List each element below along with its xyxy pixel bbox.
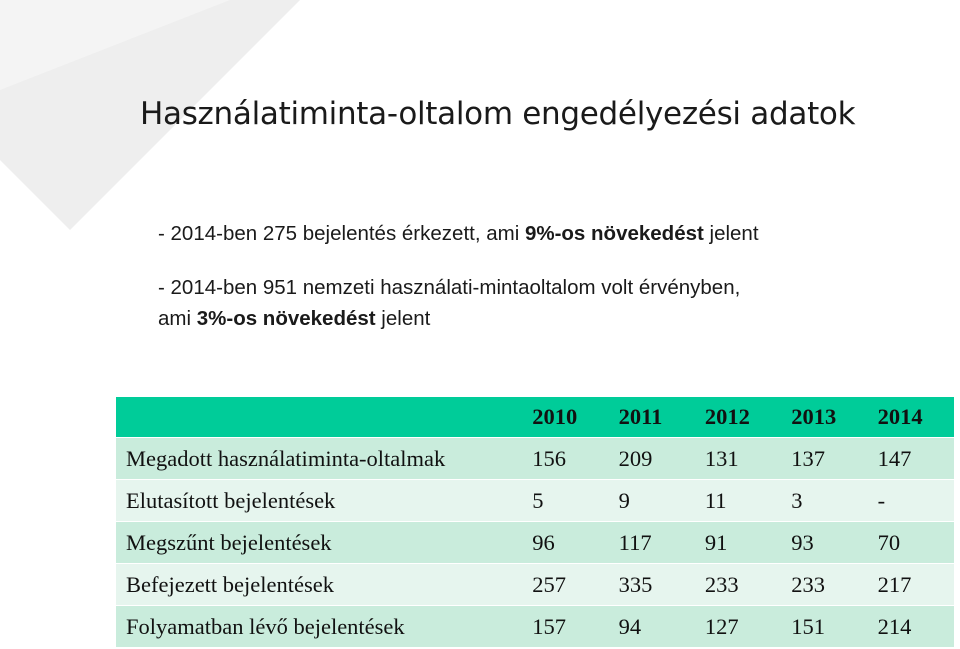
table-cell: 93 [781,522,867,564]
table-cell: 151 [781,606,867,648]
table-cell: 91 [695,522,781,564]
table-row [116,480,954,522]
year-header: 2014 [868,397,954,438]
bullet-text: - 2014-ben 275 bejelentés érkezett, ami [158,222,525,245]
table-cell: 217 [868,564,954,606]
table-cell: - [868,480,954,522]
table-cell: 127 [695,606,781,648]
table-cell: 9 [609,480,695,522]
bullet-text: - 2014-ben 951 nemzeti használati-mintaoltalom volt érvényben, [158,276,741,299]
table-cell: 70 [868,522,954,564]
row-label: Elutasított bejelentések [116,480,522,522]
table-cell: 5 [522,480,608,522]
bullet-item [158,218,938,249]
year-header: 2012 [695,397,781,438]
table-header-row [116,397,954,438]
bullet-text: jelent [375,307,431,330]
table-cell: 3 [781,480,867,522]
table-cell: 233 [695,564,781,606]
statistics-table [116,397,954,648]
table-cell: 147 [868,438,954,480]
table-cell: 233 [781,564,867,606]
bullet-emphasis: 3%-os növekedést [196,307,376,330]
row-label: Folyamatban lévő bejelentések [116,606,522,648]
table-cell: 335 [609,564,695,606]
row-label: Megadott használatiminta-oltalmak [116,438,522,480]
table-cell: 117 [609,522,695,564]
table-cell: 257 [522,564,608,606]
table-cell: 11 [695,480,781,522]
bullet-text: jelent [703,222,759,245]
table-cell: 96 [522,522,608,564]
bullet-text: ami [158,307,197,330]
table-corner-cell [116,397,522,438]
table-row [116,522,954,564]
bullet-emphasis: 9%-os növekedést [524,222,704,245]
row-label: Megszűnt bejelentések [116,522,522,564]
page-title: Használatiminta-oltalom engedélyezési adatok [140,96,856,132]
table-row [116,438,954,480]
year-header: 2013 [781,397,867,438]
table-row [116,606,954,648]
table-cell: 94 [609,606,695,648]
bullet-item [158,272,938,334]
table-cell: 214 [868,606,954,648]
table-cell: 209 [609,438,695,480]
table-cell: 156 [522,438,608,480]
year-header: 2010 [522,397,608,438]
table-cell: 131 [695,438,781,480]
table-row [116,564,954,606]
table-cell: 157 [522,606,608,648]
year-header: 2011 [609,397,695,438]
bullet-list [158,218,938,357]
table-cell: 137 [781,438,867,480]
row-label: Befejezett bejelentések [116,564,522,606]
